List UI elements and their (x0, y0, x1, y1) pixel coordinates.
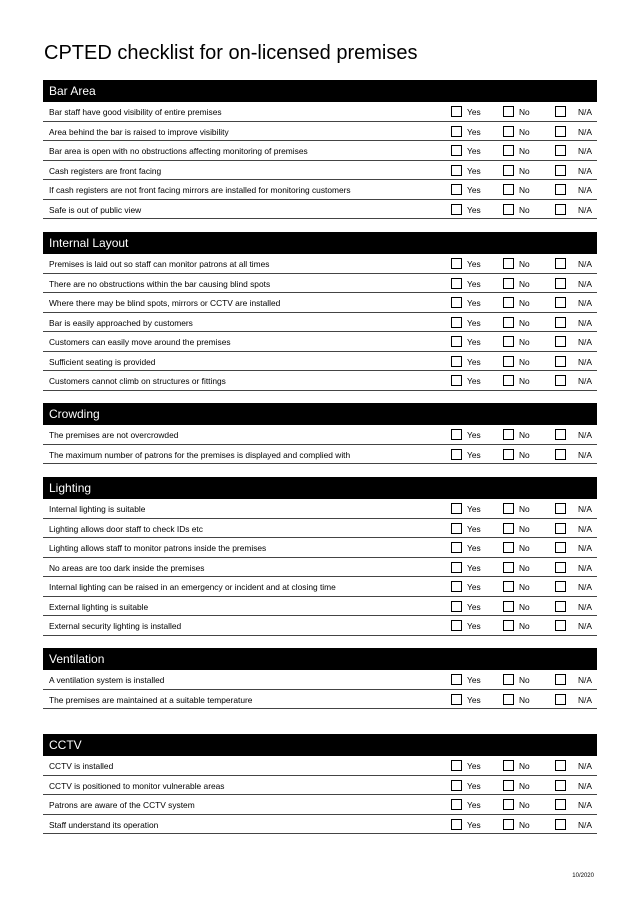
checkbox-yes[interactable] (451, 601, 462, 612)
option-label-yes: Yes (467, 800, 481, 810)
checkbox-yes[interactable] (451, 278, 462, 289)
checklist-row (43, 597, 597, 617)
option-label-no: No (519, 601, 530, 612)
checkbox-yes[interactable] (451, 336, 462, 347)
checklist-row (43, 776, 597, 796)
option-label-no: No (519, 107, 530, 117)
checkbox-yes[interactable] (451, 620, 462, 631)
checkbox-no[interactable] (503, 429, 514, 440)
option-label-na: N/A (578, 317, 592, 328)
checklist-row (43, 122, 597, 142)
option-label-na: N/A (578, 504, 592, 514)
option-label-yes: Yes (467, 259, 481, 269)
option-label-yes: Yes (467, 337, 481, 347)
checkbox-na[interactable] (555, 184, 566, 195)
checkbox-no[interactable] (503, 165, 514, 176)
checkbox-yes[interactable] (451, 356, 462, 367)
checklist-row (43, 293, 597, 313)
checklist-item-label: Sufficient seating is provided (49, 356, 156, 367)
option-label-yes: Yes (467, 356, 481, 367)
checklist-row (43, 577, 597, 597)
option-label-yes: Yes (467, 621, 481, 631)
checklist-row (43, 519, 597, 539)
checkbox-no[interactable] (503, 145, 514, 156)
option-label-na: N/A (578, 761, 592, 771)
checkbox-no[interactable] (503, 542, 514, 553)
checklist-item-label: CCTV is positioned to monitor vulnerable areas (49, 780, 225, 791)
checkbox-yes[interactable] (451, 760, 462, 771)
checkbox-no[interactable] (503, 581, 514, 592)
option-label-no: No (519, 278, 530, 289)
checkbox-no[interactable] (503, 258, 514, 269)
checklist-item-label: Lighting allows staff to monitor patrons inside the premises (49, 543, 267, 553)
page-title: CPTED checklist for on-licensed premises (44, 42, 418, 64)
checklist-item-label: Cash registers are front facing (49, 165, 162, 176)
checkbox-no[interactable] (503, 204, 514, 215)
checkbox-no[interactable] (503, 106, 514, 117)
checkbox-yes[interactable] (451, 375, 462, 386)
checkbox-no[interactable] (503, 601, 514, 612)
option-label-no: No (519, 430, 530, 440)
checkbox-no[interactable] (503, 819, 514, 830)
checkbox-yes[interactable] (451, 523, 462, 534)
option-label-na: N/A (578, 298, 592, 308)
option-label-na: N/A (578, 185, 592, 195)
checkbox-na[interactable] (555, 126, 566, 137)
checkbox-na[interactable] (555, 674, 566, 685)
option-label-no: No (519, 185, 530, 195)
option-label-na: N/A (578, 675, 592, 685)
checkbox-na[interactable] (555, 542, 566, 553)
checkbox-no[interactable] (503, 317, 514, 328)
option-label-yes: Yes (467, 582, 481, 592)
checkbox-na[interactable] (555, 819, 566, 830)
checklist-item-label: A ventilation system is installed (49, 675, 165, 685)
checklist-item-label: If cash registers are not front facing mirrors are installed for monitoring customers (49, 185, 351, 195)
option-label-no: No (519, 562, 530, 573)
checkbox-na[interactable] (555, 799, 566, 810)
checklist-item-label: Lighting allows door staff to check IDs etc (49, 523, 203, 534)
checklist-item-label: Staff understand its operation (49, 819, 159, 830)
checkbox-na[interactable] (555, 297, 566, 308)
checklist-item-label: Bar is easily approached by customers (49, 317, 193, 328)
option-label-na: N/A (578, 800, 592, 810)
checklist-item-label: Bar area is open with no obstructions affecting monitoring of premises (49, 146, 308, 156)
checklist-row (43, 815, 597, 835)
checkbox-yes[interactable] (451, 297, 462, 308)
section-lighting (43, 477, 597, 636)
checkbox-na[interactable] (555, 581, 566, 592)
checkbox-yes[interactable] (451, 429, 462, 440)
checkbox-no[interactable] (503, 375, 514, 386)
checkbox-no[interactable] (503, 620, 514, 631)
checklist-row (43, 425, 597, 445)
checkbox-yes[interactable] (451, 581, 462, 592)
checklist-item-label: Area behind the bar is raised to improve visibility (49, 126, 229, 137)
option-label-na: N/A (578, 819, 592, 830)
checkbox-na[interactable] (555, 780, 566, 791)
checkbox-na[interactable] (555, 258, 566, 269)
checkbox-yes[interactable] (451, 694, 462, 705)
checkbox-na[interactable] (555, 204, 566, 215)
option-label-na: N/A (578, 126, 592, 137)
checkbox-na[interactable] (555, 165, 566, 176)
option-label-na: N/A (578, 165, 592, 176)
option-label-no: No (519, 780, 530, 791)
checkbox-yes[interactable] (451, 562, 462, 573)
checklist-row (43, 445, 597, 465)
checklist-row (43, 180, 597, 200)
checkbox-na[interactable] (555, 503, 566, 514)
section-heading: Lighting (43, 477, 597, 499)
checkbox-no[interactable] (503, 449, 514, 460)
section-crowding (43, 403, 597, 464)
checklist-item-label: Customers can easily move around the premises (49, 337, 231, 347)
option-label-na: N/A (578, 780, 592, 791)
checkbox-yes[interactable] (451, 542, 462, 553)
checkbox-no[interactable] (503, 674, 514, 685)
option-label-no: No (519, 126, 530, 137)
section-heading: Crowding (43, 403, 597, 425)
checkbox-na[interactable] (555, 278, 566, 289)
section-heading: Internal Layout (43, 232, 597, 254)
checkbox-yes[interactable] (451, 799, 462, 810)
option-label-yes: Yes (467, 601, 481, 612)
checklist-item-label: Internal lighting is suitable (49, 504, 146, 514)
option-label-no: No (519, 504, 530, 514)
checkbox-na[interactable] (555, 760, 566, 771)
checkbox-yes[interactable] (451, 165, 462, 176)
checklist-item-label: External security lighting is installed (49, 621, 182, 631)
checkbox-na[interactable] (555, 620, 566, 631)
option-label-yes: Yes (467, 780, 481, 791)
option-label-no: No (519, 761, 530, 771)
option-label-na: N/A (578, 278, 592, 289)
option-label-no: No (519, 298, 530, 308)
option-label-no: No (519, 376, 530, 386)
checkbox-no[interactable] (503, 356, 514, 367)
checklist-row (43, 558, 597, 578)
option-label-no: No (519, 582, 530, 592)
checklist-item-label: Premises is laid out so staff can monitor patrons at all times (49, 259, 270, 269)
checklist-row (43, 670, 597, 690)
checklist-row (43, 332, 597, 352)
checkbox-yes[interactable] (451, 106, 462, 117)
checklist-item-label: Customers cannot climb on structures or fittings (49, 376, 226, 386)
checklist-item-label: Patrons are aware of the CCTV system (49, 800, 195, 810)
checklist-row (43, 102, 597, 122)
option-label-na: N/A (578, 449, 592, 460)
checkbox-na[interactable] (555, 356, 566, 367)
checklist-item-label: No areas are too dark inside the premises (49, 562, 205, 573)
checkbox-yes[interactable] (451, 184, 462, 195)
option-label-no: No (519, 819, 530, 830)
option-label-yes: Yes (467, 504, 481, 514)
section-bar-area (43, 80, 597, 219)
checklist-item-label: Internal lighting can be raised in an emergency or incident and at closing time (49, 582, 336, 592)
option-label-no: No (519, 621, 530, 631)
option-label-na: N/A (578, 204, 592, 215)
checkbox-na[interactable] (555, 523, 566, 534)
option-label-yes: Yes (467, 126, 481, 137)
option-label-no: No (519, 165, 530, 176)
checkbox-no[interactable] (503, 760, 514, 771)
checklist-row (43, 499, 597, 519)
section-ventilation (43, 648, 597, 709)
option-label-yes: Yes (467, 107, 481, 117)
option-label-na: N/A (578, 562, 592, 573)
checkbox-yes[interactable] (451, 674, 462, 685)
option-label-na: N/A (578, 582, 592, 592)
section-heading: Bar Area (43, 80, 597, 102)
option-label-yes: Yes (467, 146, 481, 156)
option-label-na: N/A (578, 376, 592, 386)
checklist-item-label: The premises are not overcrowded (49, 430, 179, 440)
checkbox-no[interactable] (503, 523, 514, 534)
option-label-no: No (519, 317, 530, 328)
checkbox-no[interactable] (503, 780, 514, 791)
checkbox-no[interactable] (503, 297, 514, 308)
checkbox-yes[interactable] (451, 126, 462, 137)
option-label-no: No (519, 694, 530, 705)
checkbox-na[interactable] (555, 449, 566, 460)
option-label-na: N/A (578, 694, 592, 705)
checklist-item-label: Where there may be blind spots, mirrors or CCTV are installed (49, 298, 281, 308)
option-label-na: N/A (578, 543, 592, 553)
option-label-yes: Yes (467, 523, 481, 534)
checkbox-yes[interactable] (451, 819, 462, 830)
checkbox-no[interactable] (503, 503, 514, 514)
option-label-yes: Yes (467, 317, 481, 328)
checkbox-na[interactable] (555, 317, 566, 328)
checkbox-no[interactable] (503, 336, 514, 347)
checkbox-na[interactable] (555, 694, 566, 705)
checklist-row (43, 352, 597, 372)
option-label-na: N/A (578, 146, 592, 156)
checklist-row (43, 371, 597, 391)
option-label-no: No (519, 259, 530, 269)
checklist-row (43, 274, 597, 294)
option-label-na: N/A (578, 523, 592, 534)
option-label-no: No (519, 356, 530, 367)
checkbox-na[interactable] (555, 375, 566, 386)
section-heading: Ventilation (43, 648, 597, 670)
section-heading: CCTV (43, 734, 597, 756)
checklist-item-label: CCTV is installed (49, 761, 114, 771)
option-label-yes: Yes (467, 761, 481, 771)
checklist-row (43, 616, 597, 636)
option-label-yes: Yes (467, 430, 481, 440)
checkbox-na[interactable] (555, 106, 566, 117)
option-label-na: N/A (578, 601, 592, 612)
checklist-row (43, 254, 597, 274)
checkbox-no[interactable] (503, 184, 514, 195)
checkbox-no[interactable] (503, 694, 514, 705)
checkbox-yes[interactable] (451, 258, 462, 269)
option-label-na: N/A (578, 356, 592, 367)
section-cctv (43, 734, 597, 834)
option-label-na: N/A (578, 621, 592, 631)
option-label-no: No (519, 800, 530, 810)
checkbox-na[interactable] (555, 336, 566, 347)
option-label-na: N/A (578, 337, 592, 347)
checklist-item-label: There are no obstructions within the bar causing blind spots (49, 278, 271, 289)
option-label-no: No (519, 146, 530, 156)
option-label-no: No (519, 337, 530, 347)
checklist-item-label: External lighting is suitable (49, 601, 149, 612)
option-label-yes: Yes (467, 298, 481, 308)
checklist-item-label: The premises are maintained at a suitable temperature (49, 694, 253, 705)
option-label-no: No (519, 675, 530, 685)
option-label-yes: Yes (467, 376, 481, 386)
checklist-item-label: Bar staff have good visibility of entire premises (49, 107, 222, 117)
checklist-row (43, 690, 597, 710)
option-label-yes: Yes (467, 278, 481, 289)
footer-date: 10/2020 (572, 873, 594, 879)
option-label-no: No (519, 543, 530, 553)
option-label-yes: Yes (467, 449, 481, 460)
option-label-na: N/A (578, 430, 592, 440)
section-internal-layout (43, 232, 597, 391)
checkbox-yes[interactable] (451, 317, 462, 328)
checklist-row (43, 200, 597, 220)
checklist-row (43, 313, 597, 333)
checkbox-yes[interactable] (451, 145, 462, 156)
checklist-row (43, 795, 597, 815)
checkbox-no[interactable] (503, 799, 514, 810)
option-label-yes: Yes (467, 694, 481, 705)
checkbox-na[interactable] (555, 601, 566, 612)
checklist-item-label: Safe is out of public view (49, 204, 142, 215)
checkbox-yes[interactable] (451, 503, 462, 514)
option-label-yes: Yes (467, 562, 481, 573)
checkbox-no[interactable] (503, 562, 514, 573)
checklist-item-label: The maximum number of patrons for the premises is displayed and complied with (49, 449, 351, 460)
option-label-yes: Yes (467, 204, 481, 215)
checklist-row (43, 538, 597, 558)
checklist-row (43, 161, 597, 181)
option-label-yes: Yes (467, 185, 481, 195)
option-label-yes: Yes (467, 543, 481, 553)
checkbox-yes[interactable] (451, 449, 462, 460)
option-label-na: N/A (578, 107, 592, 117)
checkbox-na[interactable] (555, 429, 566, 440)
option-label-na: N/A (578, 259, 592, 269)
option-label-yes: Yes (467, 675, 481, 685)
checkbox-no[interactable] (503, 278, 514, 289)
checkbox-yes[interactable] (451, 780, 462, 791)
checkbox-na[interactable] (555, 145, 566, 156)
checkbox-no[interactable] (503, 126, 514, 137)
checklist-row (43, 756, 597, 776)
option-label-yes: Yes (467, 819, 481, 830)
checklist-row (43, 141, 597, 161)
checkbox-na[interactable] (555, 562, 566, 573)
option-label-yes: Yes (467, 165, 481, 176)
option-label-no: No (519, 523, 530, 534)
option-label-no: No (519, 449, 530, 460)
option-label-no: No (519, 204, 530, 215)
checkbox-yes[interactable] (451, 204, 462, 215)
